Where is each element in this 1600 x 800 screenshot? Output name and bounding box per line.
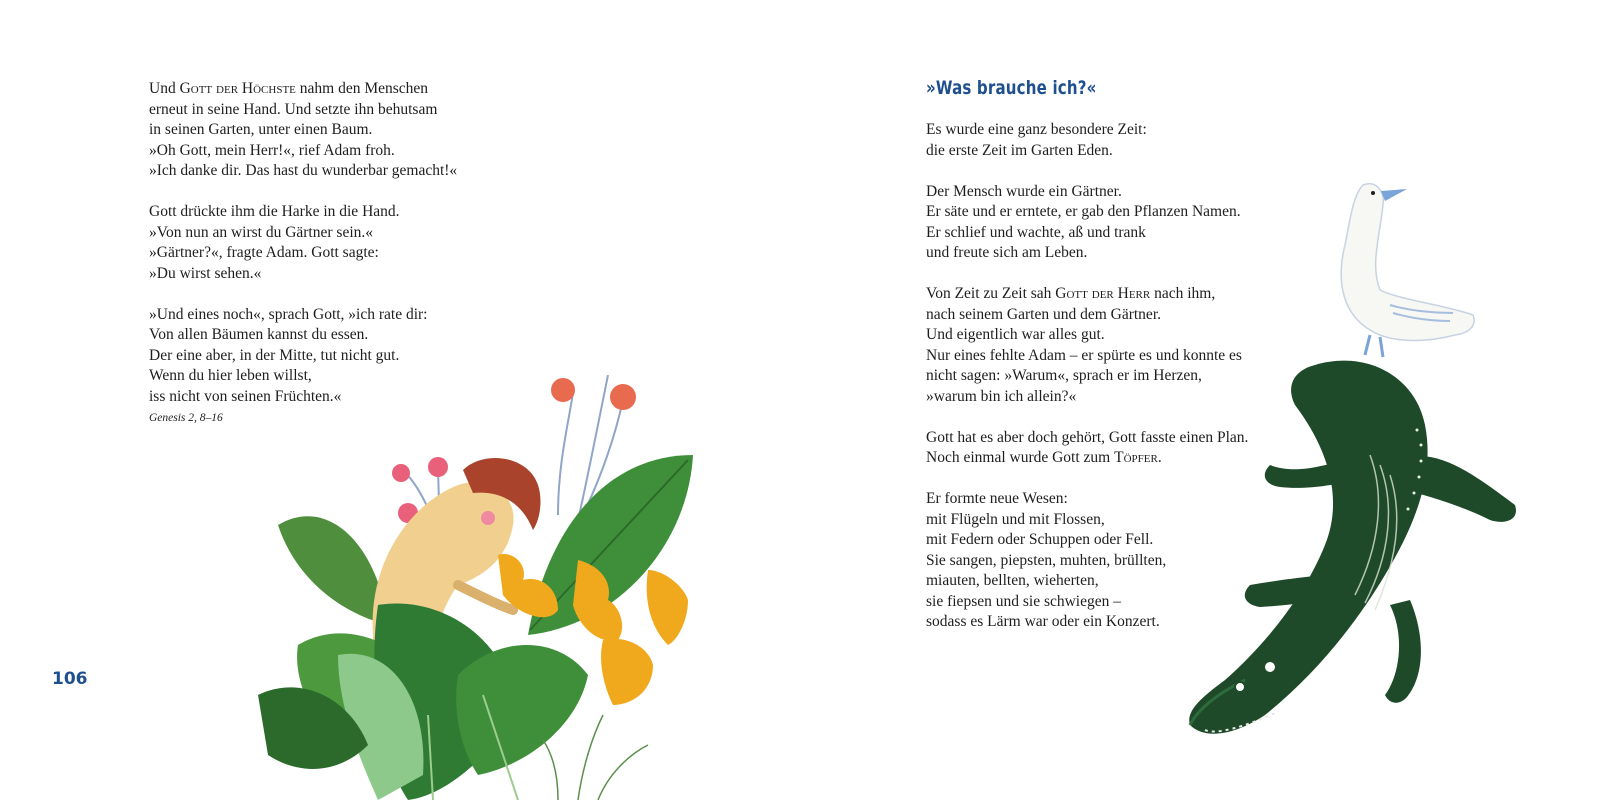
text-run: nach seinem Garten und dem Gärtner.: [926, 305, 1161, 323]
text-run: Er schlief und wachte, aß und trank: [926, 223, 1146, 241]
text-run: Und: [149, 80, 180, 97]
text-run: Gott hat es aber doch gehört, Gott fasste einen Plan.: [926, 428, 1249, 446]
text-run: »Du wirst sehen.«: [149, 264, 262, 282]
page-number: 106: [52, 669, 88, 689]
text-line: [149, 141, 457, 162]
text-run: »Oh Gott, mein Herr!«, rief Adam froh.: [149, 141, 395, 159]
text-run: nicht sagen: »Warum«, sprach er im Herzen,: [926, 367, 1202, 384]
text-line: [149, 243, 457, 264]
text-run: Er formte neue Wesen:: [926, 490, 1068, 507]
text-run: »Und eines noch«, sprach Gott, »ich rate dir:: [149, 305, 428, 323]
text-run: Von Zeit zu Zeit sah: [926, 285, 1056, 302]
text-run: .: [1157, 449, 1162, 466]
text-run: Er säte und er erntete, er gab den Pflanzen Namen.: [926, 203, 1241, 220]
text-run: miauten, bellten, wieherten,: [926, 572, 1099, 589]
goose-on-crocodile-illustration: [1185, 175, 1535, 755]
small-caps-text: Töpfer: [1114, 449, 1158, 466]
text-run: »Gärtner?«, fragte Adam. Gott sagte:: [149, 244, 379, 261]
left-page-text: [149, 79, 457, 425]
bible-citation: Genesis 2, 8–16: [149, 412, 223, 424]
text-line: [926, 120, 1248, 141]
text-run: nahm den Menschen: [295, 80, 429, 97]
text-run: erneut in seine Hand. Und setzte ihn behutsam: [149, 100, 438, 118]
text-run: sie fiepsen und sie schwiegen –: [926, 592, 1121, 610]
text-run: und freute sich am Leben.: [926, 244, 1088, 261]
text-run: Nur eines fehlte Adam – er spürte es und konnte es: [926, 346, 1242, 364]
text-line: [926, 141, 1248, 162]
text-run: Von allen Bäumen kannst du essen.: [149, 326, 369, 343]
text-run: Der eine aber, in der Mitte, tut nicht gut.: [149, 346, 400, 364]
text-run: in seinen Garten, unter einen Baum.: [149, 121, 373, 138]
text-run: Sie sangen, piepsten, muhten, brüllten,: [926, 551, 1167, 569]
text-line: [149, 346, 457, 367]
text-line: [149, 325, 457, 346]
text-line: [149, 100, 457, 121]
paragraph: [149, 202, 457, 284]
text-run: mit Flügeln und mit Flossen,: [926, 510, 1105, 528]
text-run: nach ihm,: [1150, 285, 1216, 302]
text-run: »Von nun an wirst du Gärtner sein.«: [149, 223, 374, 241]
paragraph: [149, 79, 457, 182]
text-run: die erste Zeit im Garten Eden.: [926, 141, 1113, 159]
adam-in-garden-illustration: [258, 375, 718, 800]
text-run: sodass es Lärm war oder ein Konzert.: [926, 613, 1160, 630]
text-run: Es wurde eine ganz besondere Zeit:: [926, 121, 1147, 138]
text-run: »warum bin ich allein?«: [926, 387, 1077, 405]
right-page: [800, 0, 1600, 800]
text-line: [149, 120, 457, 141]
small-caps-text: Gott der Herr: [1055, 285, 1151, 302]
section-heading: »Was brauche ich?«: [926, 77, 1097, 99]
text-run: iss nicht von seinen Früchten.«: [149, 387, 342, 405]
text-run: mit Federn oder Schuppen oder Fell.: [926, 531, 1154, 548]
text-run: Wenn du hier leben willst,: [149, 367, 312, 384]
text-line: [149, 202, 457, 223]
text-line: [149, 79, 457, 100]
text-line: [149, 264, 457, 285]
text-run: »Ich danke dir. Das hast du wunderbar gemacht!«: [149, 162, 458, 179]
text-line: [149, 223, 457, 244]
paragraph: [926, 120, 1248, 161]
text-run: Gott drückte ihm die Harke in die Hand.: [149, 203, 400, 220]
text-run: Der Mensch wurde ein Gärtner.: [926, 182, 1122, 200]
text-line: [149, 161, 457, 182]
text-run: Und eigentlich war alles gut.: [926, 326, 1105, 343]
text-line: [149, 305, 457, 326]
text-run: Noch einmal wurde Gott zum: [926, 449, 1115, 466]
small-caps-text: Gott der Höchste: [179, 80, 296, 97]
